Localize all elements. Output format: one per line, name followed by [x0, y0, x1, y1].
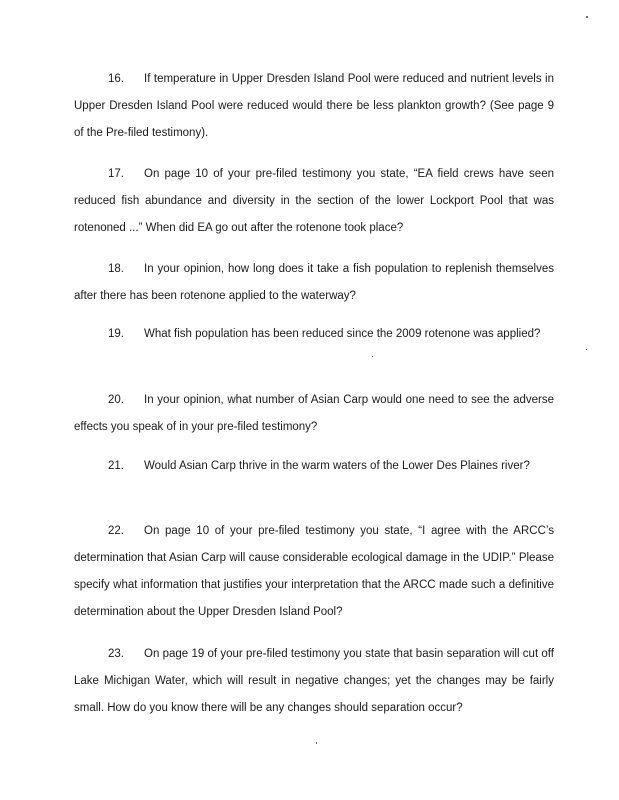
question-number: 18. — [108, 263, 124, 275]
question-16 — [74, 66, 554, 147]
question-text: In your opinion, how long does it take a fish population to replenish themselves after there has been rotenone applied to the waterway? — [74, 263, 554, 302]
question-19 — [74, 321, 554, 348]
question-number: 16. — [108, 73, 124, 85]
question-text: Would Asian Carp thrive in the warm waters of the Lower Des Plaines river? — [144, 460, 530, 472]
question-21 — [74, 453, 554, 480]
question-text: In your opinion, what number of Asian Carp would one need to see the adverse effects you speak of in your pre-filed testimony? — [74, 394, 554, 433]
question-number: 22. — [108, 525, 124, 537]
question-text: If temperature in Upper Dresden Island Pool were reduced and nutrient levels in Upper Dresden Island Pool were reduced would there be less plankton growth? (See page 9 of the Pre-filed testimony). — [74, 73, 554, 139]
question-23 — [74, 641, 554, 722]
question-text: On page 10 of your pre-filed testimony you state, “EA field crews have seen reduced fish abundance and diversity in the section of the lower Lockport Pool that was rotenoned ...” When did EA go out after the rotenone took place? — [74, 168, 554, 234]
question-text: What fish population has been reduced since the 2009 rotenone was applied? — [144, 328, 541, 340]
question-number: 17. — [108, 168, 124, 180]
scan-speck — [586, 349, 587, 350]
question-text: On page 10 of your pre-filed testimony you state, “I agree with the ARCC’s determination that Asian Carp will cause considerable ecological damage in the UDIP.” Please specify what information that justifies your interpretation that the ARCC made such a definitive determination about the Upper Dresden Island Pool? — [74, 525, 554, 618]
question-17 — [74, 161, 554, 242]
question-number: 21. — [108, 460, 124, 472]
question-number: 23. — [108, 648, 124, 660]
question-18 — [74, 256, 554, 310]
question-number: 20. — [108, 394, 124, 406]
question-number: 19. — [108, 328, 124, 340]
scan-speck — [372, 356, 373, 357]
question-text: On page 19 of your pre-filed testimony you state that basin separation will cut off Lake Michigan Water, which will result in negative changes; yet the changes may be fairly small. How do you know there will be any changes should separation occur? — [74, 648, 554, 714]
scan-speck — [316, 742, 317, 744]
scan-speck — [586, 16, 588, 18]
question-20 — [74, 387, 554, 441]
question-22 — [74, 518, 554, 626]
